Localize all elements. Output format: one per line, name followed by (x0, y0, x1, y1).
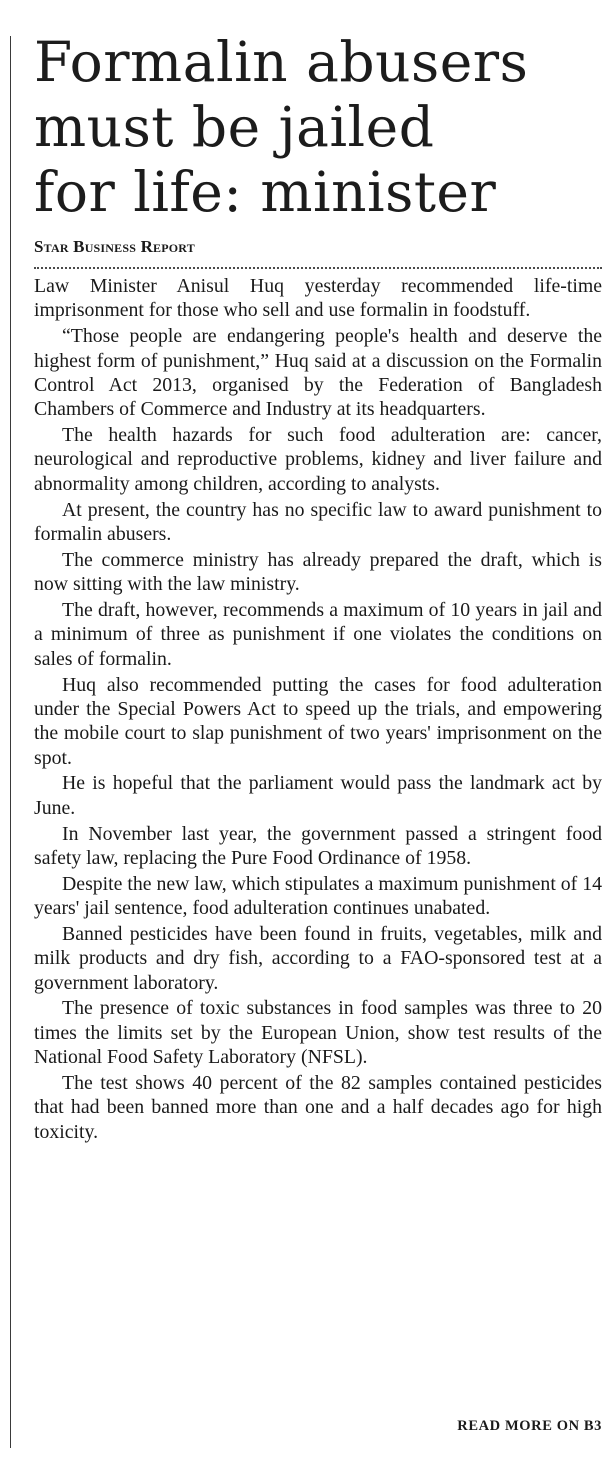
news-article (34, 30, 602, 1434)
paragraph: “Those people are endangering people's health and deserve the highest form of punishment,” Huq said at a discussion on the Formalin Control Act 2013, organised by the Federation of Bangladesh Chambers of Commerce and Industry at its headquarters. (34, 325, 602, 421)
paragraph: The presence of toxic substances in food samples was three to 20 times the limits set by the European Union, show test results of the National Food Safety Laboratory (NFSL). (34, 997, 602, 1069)
paragraph: The health hazards for such food adulteration are: cancer, neurological and reproductive problems, kidney and liver failure and abnormality among children, according to analysts. (34, 424, 602, 495)
paragraph: Despite the new law, which stipulates a maximum punishment of 14 years' jail sentence, food adulteration continues unabated. (34, 872, 602, 920)
paragraph: Banned pesticides have been found in fruits, vegetables, milk and milk products and dry fish, according to a FAO-sponsored test at a government laboratory. (34, 922, 602, 994)
paragraph: The test shows 40 percent of the 82 samples contained pesticides that had been banned more than one and a half decades ago for high toxicity. (34, 1072, 602, 1143)
article-body (34, 274, 602, 1144)
column-rule (10, 36, 11, 1448)
paragraph: The commerce ministry has already prepared the draft, which is now sitting with the law ministry. (34, 548, 602, 596)
paragraph: Huq also recommended putting the cases for food adulteration under the Special Powers Act to speed up the trials, and empowering the mobile court to slap punishment of two years' imprisonment on the spot. (34, 673, 602, 769)
headline (34, 30, 602, 225)
dotted-divider (34, 267, 602, 269)
paragraph: At present, the country has no specific law to award punishment to formalin abusers. (34, 498, 602, 545)
byline: Star Business Report (34, 237, 195, 256)
paragraph: Law Minister Anisul Huq yesterday recommended life-time imprisonment for those who sell and use formalin in foodstuff. (34, 275, 602, 322)
paragraph: He is hopeful that the parliament would pass the landmark act by June. (34, 772, 602, 819)
read-more-link[interactable]: READ MORE ON B3 (457, 1418, 602, 1434)
headline-line: Formalin abusers (34, 30, 529, 94)
headline-line: must be jailed (34, 95, 435, 159)
paragraph: The draft, however, recommends a maximum of 10 years in jail and a minimum of three as punishment if one violates the conditions on sales of formalin. (34, 598, 602, 670)
paragraph: In November last year, the government passed a stringent food safety law, replacing the Pure Food Ordinance of 1958. (34, 822, 602, 869)
headline-line: for life: minister (34, 160, 497, 224)
